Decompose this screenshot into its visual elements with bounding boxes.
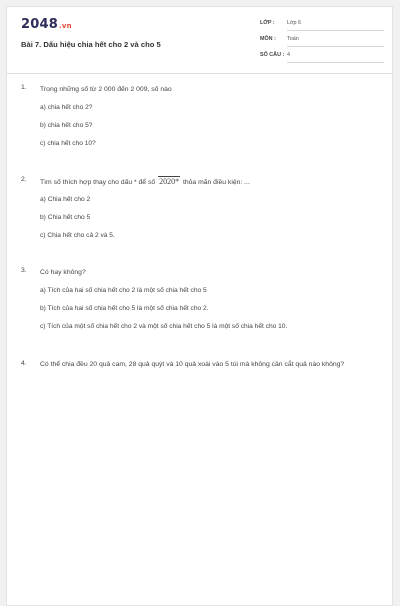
logo-text: 2048 [21,17,58,32]
option-b: b) Chia hết cho 5 [40,214,91,221]
meta-label-question-count: SỐ CÂU : [260,52,285,58]
option-a: a) Tích của hai số chia hết cho 2 là một số chia hết cho 5 [40,287,207,294]
option-c: c) Chia hết cho cả 2 và 5. [40,232,115,239]
option-a: a) chia hết cho 2? [40,104,93,111]
question-3 [21,267,381,333]
meta-row-question-count [260,51,384,65]
option-b: b) chia hết cho 5? [40,122,93,129]
site-logo[interactable] [21,17,72,32]
question-text-before: Tìm số thích hợp thay cho dấu * để số [40,179,156,186]
option-a: a) Chia hết cho 2 [40,196,91,203]
question-text: Có thể chia đều 20 quả cam, 28 quả quýt và 10 quả xoài vào 5 túi mà không cần cắt quả nào không? [40,361,345,368]
question-text-after: thỏa mãn điều kiện: ... [182,179,250,186]
meta-row-subject [260,35,384,49]
worksheet-header [7,7,392,74]
question-number: 1. [21,84,27,91]
question-number: 4. [21,360,27,367]
worksheet-meta [260,19,384,67]
meta-value-question-count: 4 [287,52,384,63]
option-c: c) Tích của một số chia hết cho 2 và một số chia hết cho 5 là một số chia hết cho 10. [40,323,288,330]
question-text: Có hay không? [40,269,86,276]
option-c: c) chia hết cho 10? [40,140,96,147]
question-4 [21,360,381,382]
question-number: 2. [21,176,27,183]
meta-label-subject: MÔN : [260,36,276,42]
question-text [40,176,381,188]
meta-value-class: Lớp 6 [287,20,384,31]
lesson-title: Bài 7. Dấu hiệu chia hết cho 2 và cho 5 [21,40,161,49]
question-number: 3. [21,267,27,274]
question-1 [21,84,381,150]
option-b: b) Tích của hai số chia hết cho 5 là một số chia hết cho 2. [40,305,209,312]
logo-suffix: .vn [58,22,72,30]
question-text: Trong những số từ 2 000 đến 2 009, số nào [40,86,172,93]
question-2 [21,176,381,242]
meta-label-class: LỚP : [260,20,275,26]
overlined-number: 2020* [159,177,180,186]
meta-row-class [260,19,384,33]
meta-value-subject: Toán [287,36,384,47]
worksheet-page [6,6,393,606]
